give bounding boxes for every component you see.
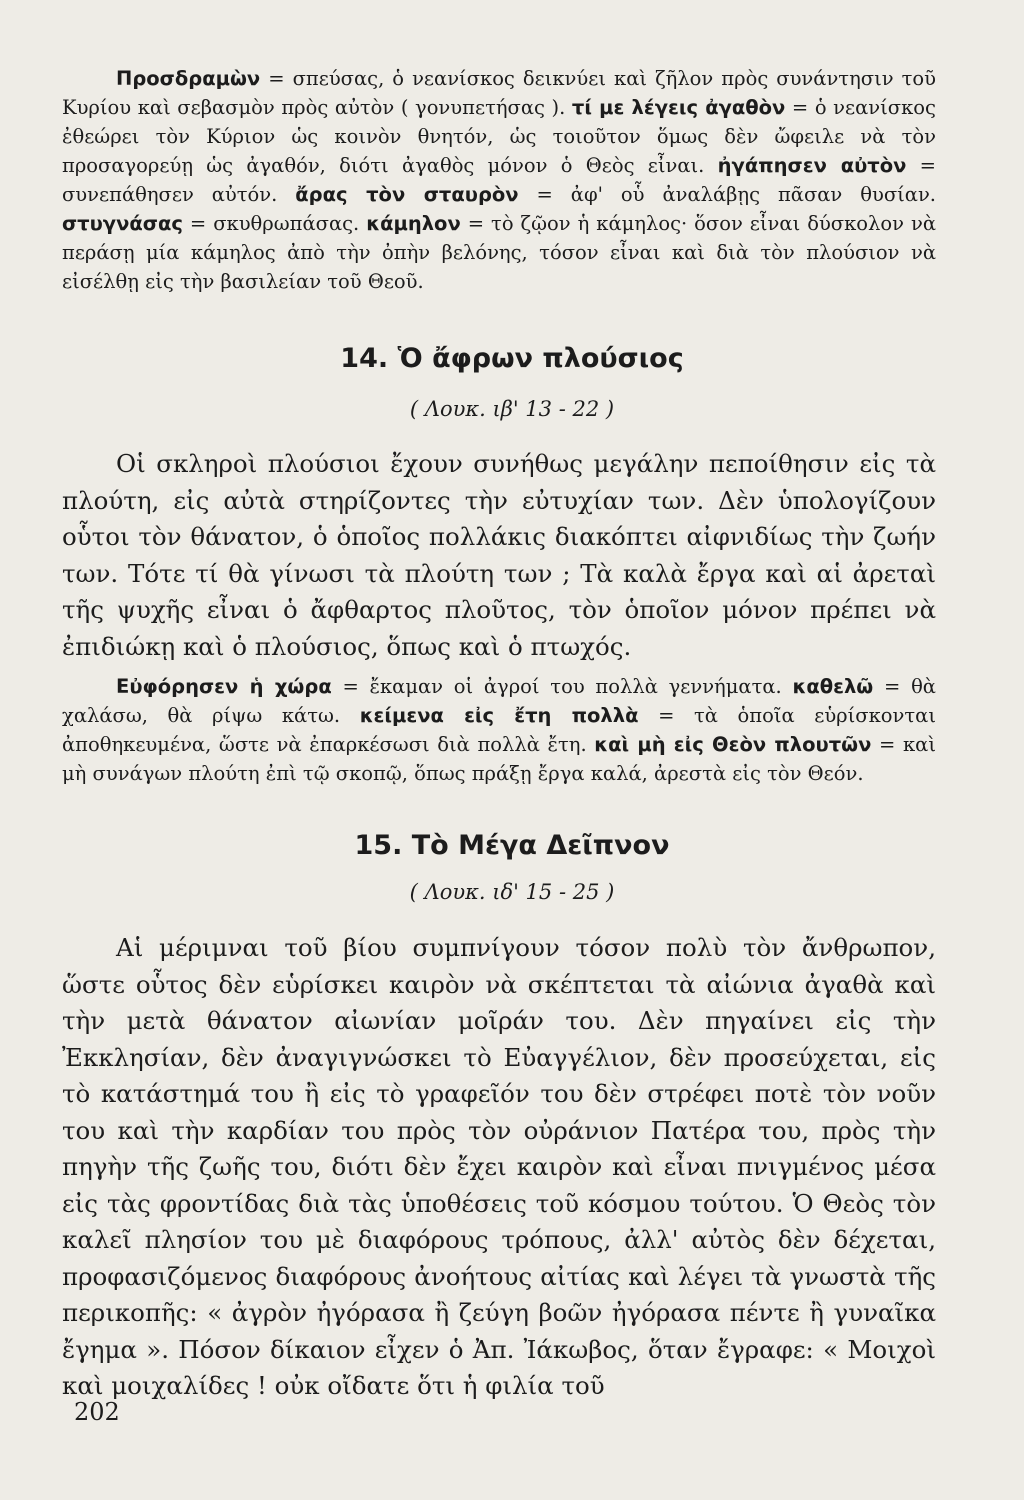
section-14-reference: ( Λουκ. ιβ' 13 - 22 ) bbox=[409, 397, 615, 421]
notes-block-14 bbox=[62, 672, 936, 788]
note-term: τί με λέγεις ἀγαθὸν bbox=[571, 96, 786, 119]
note-term: Εὐφόρησεν ἡ χώρα bbox=[116, 675, 332, 698]
page-number: 202 bbox=[74, 1398, 120, 1426]
section-14-heading: 14. Ὁ ἄφρων πλούσιος bbox=[340, 343, 684, 374]
note-gloss: = συνεπάθησεν αὐτόν. bbox=[62, 154, 937, 206]
note-gloss: = σκυθρωπάσας. bbox=[182, 212, 367, 235]
note-term: στυγνάσας bbox=[62, 212, 183, 235]
note-term: κείμενα εἰς ἔτη πολλὰ bbox=[359, 704, 639, 727]
note-gloss: = τὰ ὁποῖα εὑρίσκονται ἀποθηκευμένα, ὥστε νὰ ἐπαρκέσωσι διὰ πολλὰ ἔτη. bbox=[62, 704, 936, 756]
note-gloss: = ἀφ' οὗ ἀναλάβῃς πᾶσαν θυσίαν. bbox=[518, 183, 936, 206]
note-term: καθελῶ bbox=[792, 675, 874, 698]
note-term: καὶ μὴ εἰς Θεὸν πλουτῶν bbox=[594, 733, 872, 756]
section-15-heading: 15. Τὸ Μέγα Δεῖπνον bbox=[354, 830, 670, 861]
section-15-body: Αἱ μέριμναι τοῦ βίου συμπνίγουν τόσον πολὺ τὸν ἄνθρωπον, ὥστε οὗτος δὲν εὑρίσκει καιρὸν νὰ σκέπτεται τὰ αἰώνια ἀγαθὰ καὶ τὴν μετὰ θάνατον αἰωνίαν μοῖράν του. Δὲν πηγαίνει εἰς τὴν Ἐκκλησίαν, δὲν ἀναγιγνώσκει τὸ Εὐαγγέλιον, δὲν προσεύχεται, εἰς τὸ κατάστημά του ἢ εἰς τὸ γραφεῖόν του δὲν στρέφει ποτὲ τὸν νοῦν του καὶ τὴν καρδίαν του πρὸς τὸν οὐράνιον Πατέρα του, πρὸς τὴν πηγὴν τῆς ζωῆς του, διότι δὲν ἔχει καιρὸν καὶ εἶναι πνιγμένος μέσα εἰς τὰς φροντίδας διὰ τὰς ὑποθέσεις τοῦ κόσμου τούτου. Ὁ Θεὸς τὸν καλεῖ πλησίον του μὲ διαφόρους τρόπους, ἀλλ' αὐτὸς δὲν δέχεται, προφασιζόμενος διαφόρους ἀνοήτους αἰτίας καὶ λέγει τὰ γνωστὰ τῆς περικοπῆς: « ἀγρὸν ἠγόρασα ἢ ζεύγη βοῶν ἠγόρασα πέντε ἢ γυναῖκα ἔγημα ». Πόσον δίκαιον εἶχεν ὁ Ἀπ. Ἰάκωβος, ὅταν ἔγραφε: « Μοιχοὶ καὶ μοιχαλίδες ! οὐκ οἴδατε ὅτι ἡ φιλία τοῦ bbox=[62, 933, 936, 1400]
note-gloss: = ὁ νεανίσκος ἐθεώρει τὸν Κύριον ὡς κοινὸν θνητόν, ὡς τοιοῦτον ὅμως δὲν ὤφειλε νὰ τὸν προσαγορεύῃ ὡς ἀγαθόν, διότι ἀγαθὸς μόνον ὁ Θεὸς εἶναι. bbox=[62, 96, 936, 177]
note-term: ἄρας τὸν σταυρὸν bbox=[295, 183, 519, 206]
note-term: κάμηλον bbox=[366, 212, 461, 235]
note-term: Προσδραμὼν bbox=[116, 67, 261, 90]
notes-block-13 bbox=[62, 64, 936, 296]
note-gloss: = θὰ χαλάσω, θὰ ρίψω κάτω. bbox=[62, 675, 936, 727]
note-gloss: = ἔκαμαν οἱ ἀγροί του πολλὰ γεννήματα. bbox=[331, 675, 793, 698]
note-gloss: = καὶ μὴ συνάγων πλούτη ἐπὶ τῷ σκοπῷ, ὅπως πράξῃ ἔργα καλά, ἀρεστὰ εἰς τὸν Θεόν. bbox=[62, 733, 936, 785]
section-15-reference: ( Λουκ. ιδ' 15 - 25 ) bbox=[409, 880, 615, 904]
note-gloss: = σπεύσας, ὁ νεανίσκος δεικνύει καὶ ζῆλον πρὸς συνάντησιν τοῦ Κυρίου καὶ σεβασμὸν πρὸς αὐτὸν ( γονυπετήσας ). bbox=[62, 67, 936, 119]
note-term: ἠγάπησεν αὐτὸν bbox=[717, 154, 907, 177]
section-14-body: Οἱ σκληροὶ πλούσιοι ἔχουν συνήθως μεγάλην πεποίθησιν εἰς τὰ πλούτη, εἰς αὐτὰ στηρίζοντες τὴν εὐτυχίαν των. Δὲν ὑπολογίζουν οὗτοι τὸν θάνατον, ὁ ὁποῖος πολλάκις διακόπτει αἰφνιδίως τὴν ζωήν των. Τότε τί θὰ γίνωσι τὰ πλούτη των ; Τὰ καλὰ ἔργα καὶ αἱ ἀρεταὶ τῆς ψυχῆς εἶναι ὁ ἄφθαρτος πλοῦτος, τὸν ὁποῖον μόνον πρέπει νὰ ἐπιδιώκῃ καὶ ὁ πλούσιος, ὅπως καὶ ὁ πτωχός. bbox=[62, 449, 936, 661]
note-gloss: = τὸ ζῷον ἡ κάμηλος· ὅσον εἶναι δύσκολον νὰ περάσῃ μία κάμηλος ἀπὸ τὴν ὀπὴν βελόνης, τόσον εἶναι καὶ διὰ τὸν πλούσιον νὰ εἰσέλθῃ εἰς τὴν βασιλείαν τοῦ Θεοῦ. bbox=[62, 212, 936, 293]
